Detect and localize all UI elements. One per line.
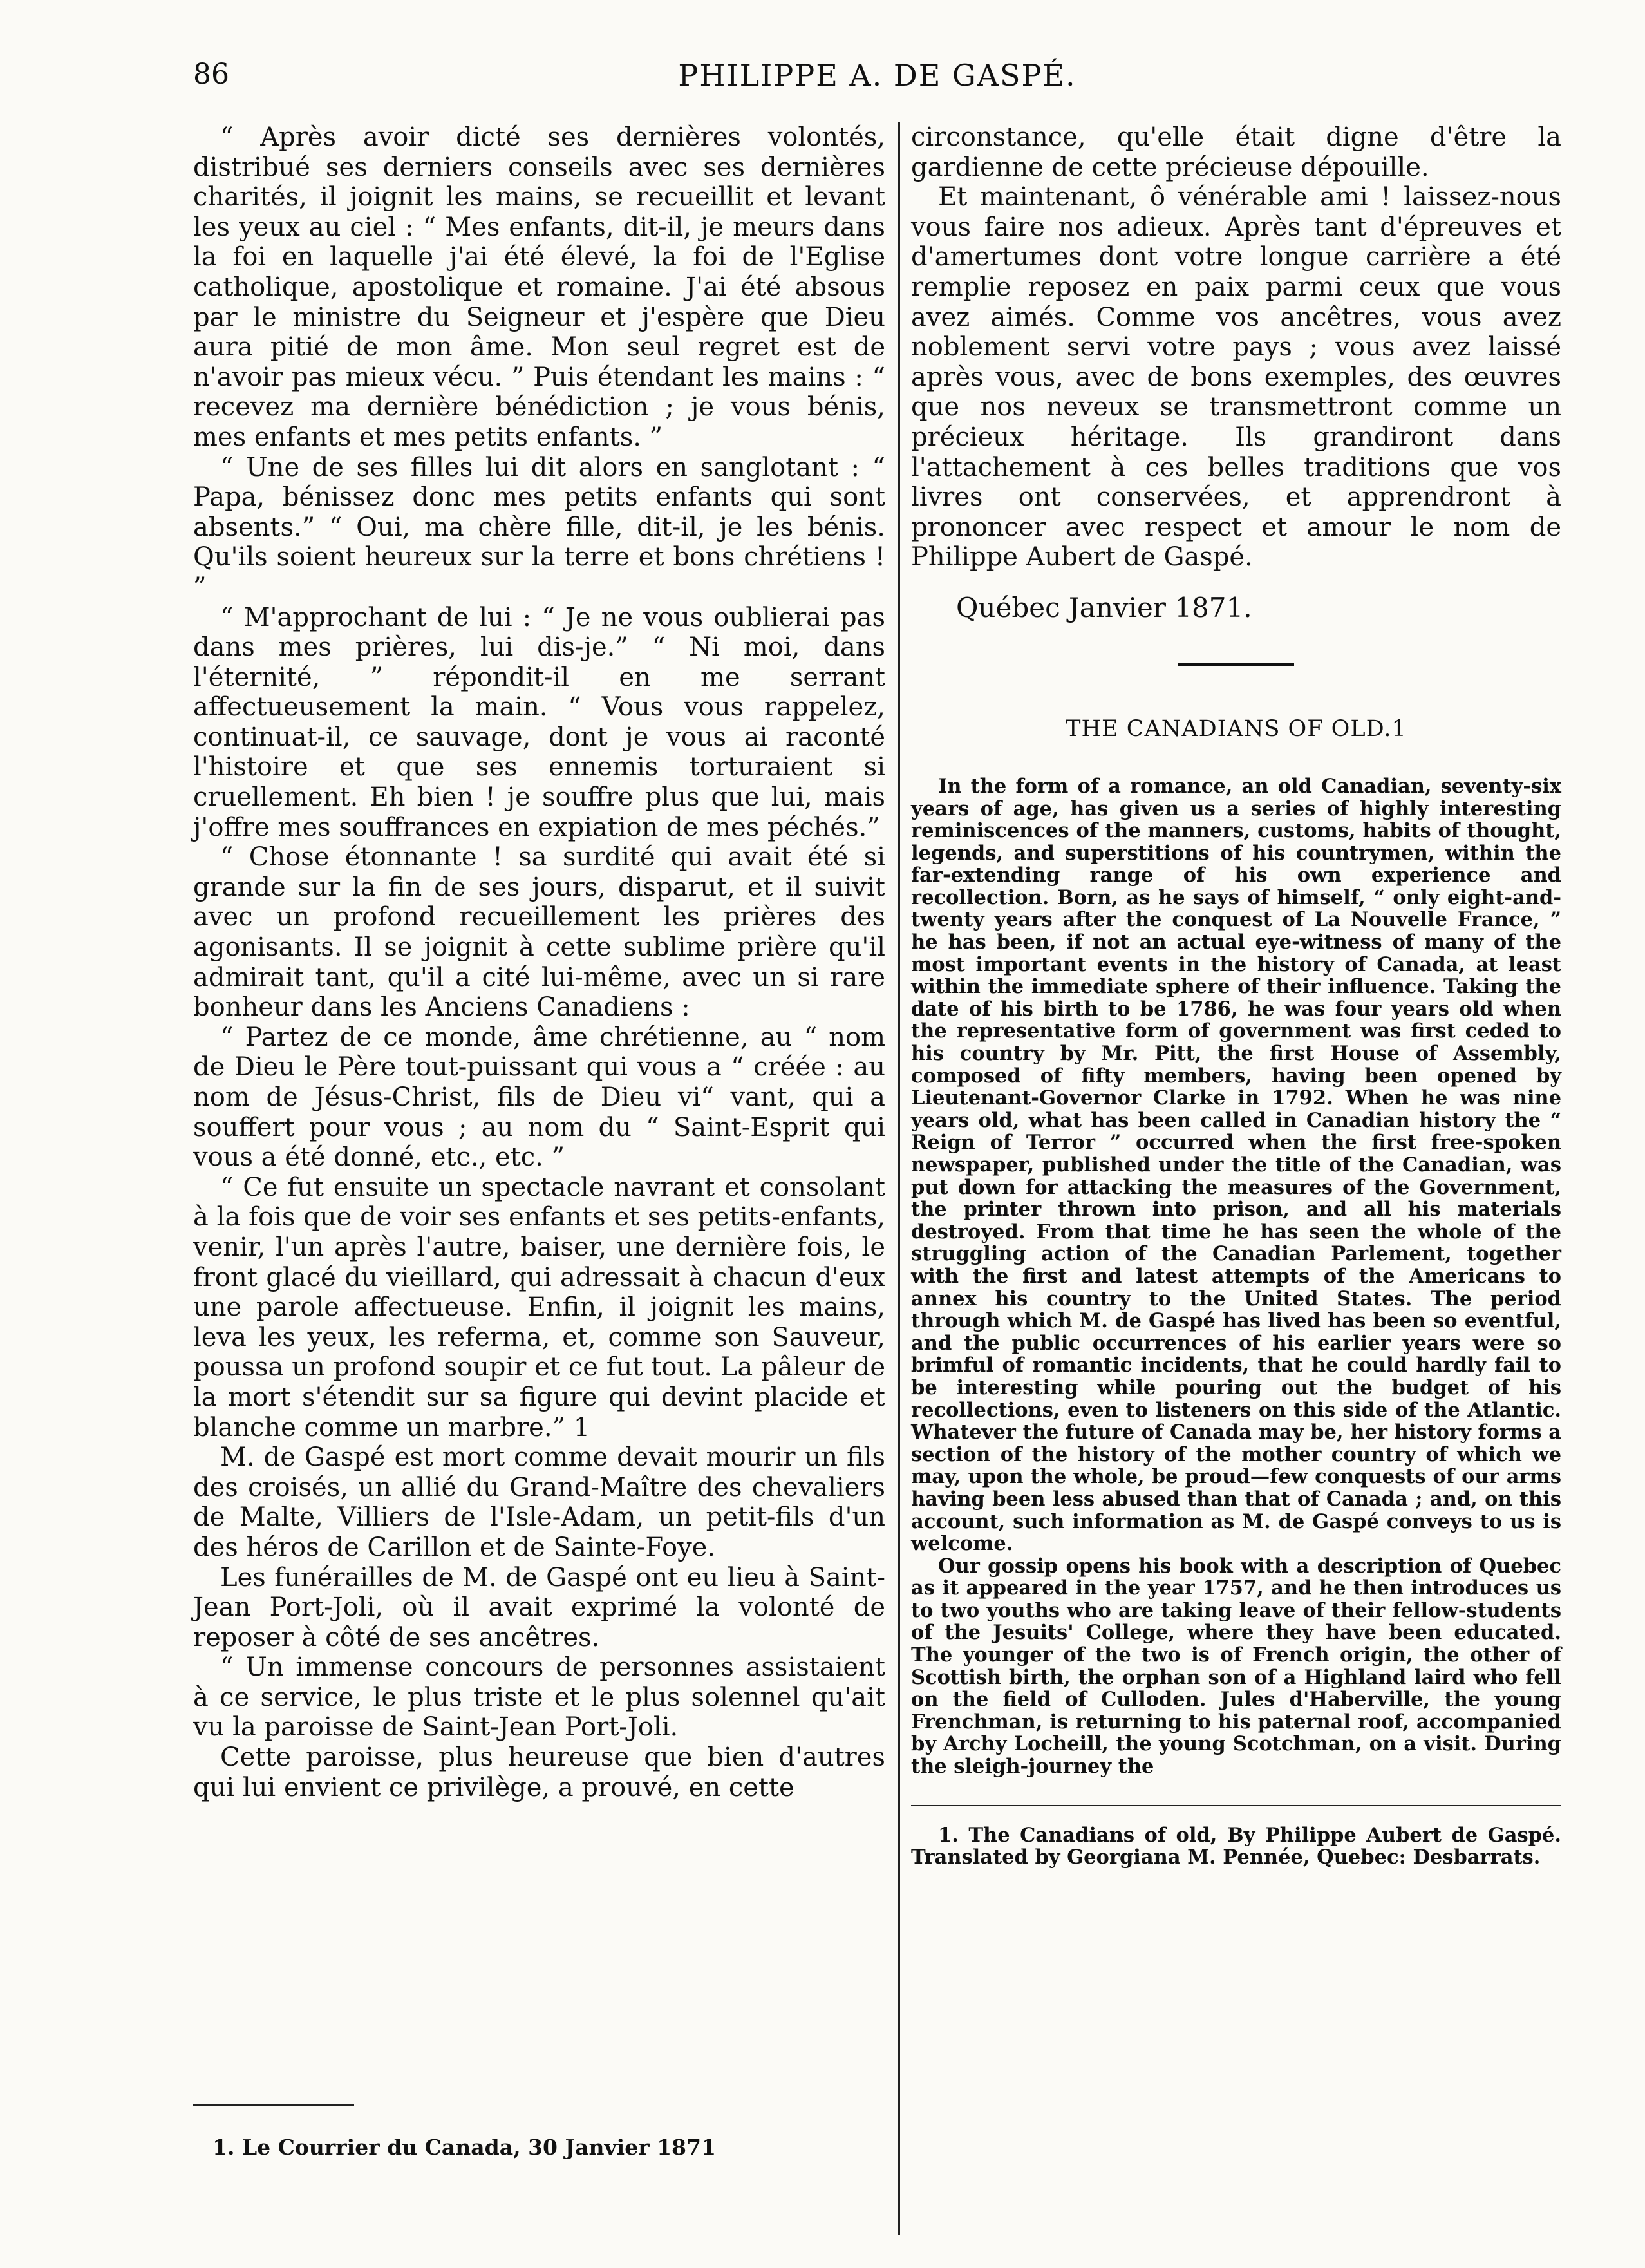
left-column: [193, 122, 885, 1802]
paragraph: “ M'approchant de lui : “ Je ne vous oublierai pas dans mes prières, lui dis-je.” “ Ni moi, dans l'éternité, ” répondit-il en me serrant affectueusement la main. “ Vous vous rappelez, continuat-il, ce sauvage, dont je vous ai raconté l'histoire et que ses ennemis torturaient si cruellement. Eh bien ! je souffre plus que lui, mais j'offre mes souffrances en expiation de mes péchés.”: [193, 602, 885, 842]
paragraph: “ Partez de ce monde, âme chrétienne, au “ nom de Dieu le Père tout-puissant qui vous a “ créée : au nom de Jésus-Christ, fils de Dieu vi“ vant, qui a souffert pour vous ; au nom du “ Saint-Esprit qui vous a été donné, etc., etc. ”: [193, 1022, 885, 1173]
footnote-divider: [911, 1805, 1561, 1806]
paragraph: “ Une de ses filles lui dit alors en sanglotant : “ Papa, bénissez donc mes petits enfants qui sont absents.” “ Oui, ma chère fille, dit-il, je les bénis. Qu'ils soient heureux sur la terre et bons chrétiens ! ”: [193, 452, 885, 602]
section-divider: [1178, 663, 1294, 666]
paragraph: Cette paroisse, plus heureuse que bien d'autres qui lui envient ce privilège, a prouvé, en cette: [193, 1743, 885, 1802]
footnote-left: 1. Le Courrier du Canada, 30 Janvier 1871: [212, 2135, 716, 2160]
right-column: [911, 122, 1561, 1869]
paragraph: M. de Gaspé est mort comme devait mourir un fils des croisés, un allié du Grand-Maître des chevaliers de Malte, Villiers de l'Isle-Adam, un petit-fils d'un des héros de Carillon et de Sainte-Foye.: [193, 1442, 885, 1562]
paragraph: Et maintenant, ô vénérable ami ! laissez-nous vous faire nos adieux. Après tant d'épreuves et d'amertumes dont votre longue carrière a été remplie reposez en paix parmi ceux que vous avez aimés. Comme vos ancêtres, vous avez noblement servi votre pays ; vous avez laissé après vous, avec de bons exemples, des œuvres que nos neveux se transmettront comme un précieux héritage. Ils grandiront dans l'attachement à ces belles traditions que vos livres ont conservées, et apprendront à prononcer avec respect et amour le nom de Philippe Aubert de Gaspé.: [911, 182, 1561, 572]
footnote-right: 1. The Canadians of old, By Philippe Aubert de Gaspé. Translated by Georgiana M. Pennée, Quebec: Desbarrats.: [911, 1823, 1561, 1869]
paragraph: “ Ce fut ensuite un spectacle navrant et consolant à la fois que de voir ses enfants et ses petits-enfants, venir, l'un après l'autre, baiser, une dernière fois, le front glacé du vieillard, qui adressait à chacun d'eux une parole affectueuse. Enfin, il joignit les mains, leva les yeux, les referma, et, comme son Sauveur, poussa un profond soupir et ce fut tout. La pâleur de la mort s'étendit sur sa figure qui devint placide et blanche comme un marbre.” 1: [193, 1172, 885, 1442]
paragraph: In the form of a romance, an old Canadian, seventy-six years of age, has given us a series of highly interesting reminiscences of the manners, customs, habits of thought, legends, and superstitions of his countrymen, within the far-extending range of his own experience and recollection. Born, as he says of himself, “ only eight-and-twenty years after the conquest of La Nouvelle France, ” he has been, if not an actual eye-witness of many of the most important events in the history of Canada, at least within the immediate sphere of their influence. Taking the date of his birth to be 1786, he was four years old when the representative form of government was first ceded to his country by Mr. Pitt, the first House of Assembly, composed of fifty members, having been opened by Lieutenant-Governor Clarke in 1792. When he was nine years old, what has been called in Canadian history the “ Reign of Terror ” occurred when the first free-spoken newspaper, published under the title of the Canadian, was put down for attacking the measures of the Government, the printer thrown into prison, and all his materials destroyed. From that time he has seen the whole of the struggling action of the Canadian Parlement, together with the first and latest attempts of the Americans to annex his country to the United States. The period through which M. de Gaspé has lived has been so eventful, and the public occurrences of his earlier years were so brimful of romantic incidents, that he could hardly fail to be interesting while pouring out the budget of his recollections, even to listeners on this side of the Atlantic. Whatever the future of Canada may be, her history forms a section of the history of the mother country of which we may, upon the whole, be proud—few conquests of our arms having been less abused than that of Canada ; and, on this account, such information as M. de Gaspé conveys to us is welcome.: [911, 774, 1561, 1556]
paragraph: “ Après avoir dicté ses dernières volontés, distribué ses derniers conseils avec ses dernières charités, il joignit les mains, se recueillit et levant les yeux au ciel : “ Mes enfants, dit-il, je meurs dans la foi en laquelle j'ai été élevé, la foi de l'Eglise catholique, apostolique et romaine. J'ai été absous par le ministre du Seigneur et j'espère que Dieu aura pitié de mon âme. Mon seul regret est de n'avoir pas mieux vécu. ” Puis étendant les mains : “ recevez ma dernière bénédiction ; je vous bénis, mes enfants et mes petits enfants. ”: [193, 122, 885, 452]
running-title: PHILIPPE A. DE GASPÉ.: [678, 58, 1076, 93]
column-divider: [898, 122, 900, 2235]
date-line: Québec Janvier 1871.: [956, 591, 1252, 623]
paragraph: circonstance, qu'elle était digne d'être la gardienne de cette précieuse dépouille.: [911, 122, 1561, 182]
paragraph: Our gossip opens his book with a description of Quebec as it appeared in the year 1757, and he then introduces us to two youths who are taking leave of their fellow-students of the Jesuits' College, where they have been educated. The younger of the two is of French origin, the other of Scottish birth, the orphan son of a Highland laird who fell on the field of Culloden. Jules d'Haberville, the young Frenchman, is returning to his paternal roof, accompanied by Archy Locheill, the young Scotchman, on a visit. During the sleigh-journey the: [911, 1554, 1561, 1779]
section-title: THE CANADIANS OF OLD.1: [1066, 715, 1407, 742]
paragraph: “ Un immense concours de personnes assistaient à ce service, le plus triste et le plus solennel qu'ait vu la paroisse de Saint-Jean Port-Joli.: [193, 1652, 885, 1743]
paragraph: Les funérailles de M. de Gaspé ont eu lieu à Saint-Jean Port-Joli, où il avait exprimé la volonté de reposer à côté de ses ancêtres.: [193, 1562, 885, 1652]
page-number: 86: [193, 58, 229, 91]
page-header: [193, 58, 1561, 116]
paragraph: “ Chose étonnante ! sa surdité qui avait été si grande sur la fin de ses jours, disparut, et il suivit avec un profond recueillement les prières des agonisants. Il se joignit à cette sublime prière qu'il admirait tant, qu'il a cité lui-même, avec un si rare bonheur dans les Anciens Canadiens :: [193, 842, 885, 1023]
footnote-divider: [193, 2104, 354, 2106]
